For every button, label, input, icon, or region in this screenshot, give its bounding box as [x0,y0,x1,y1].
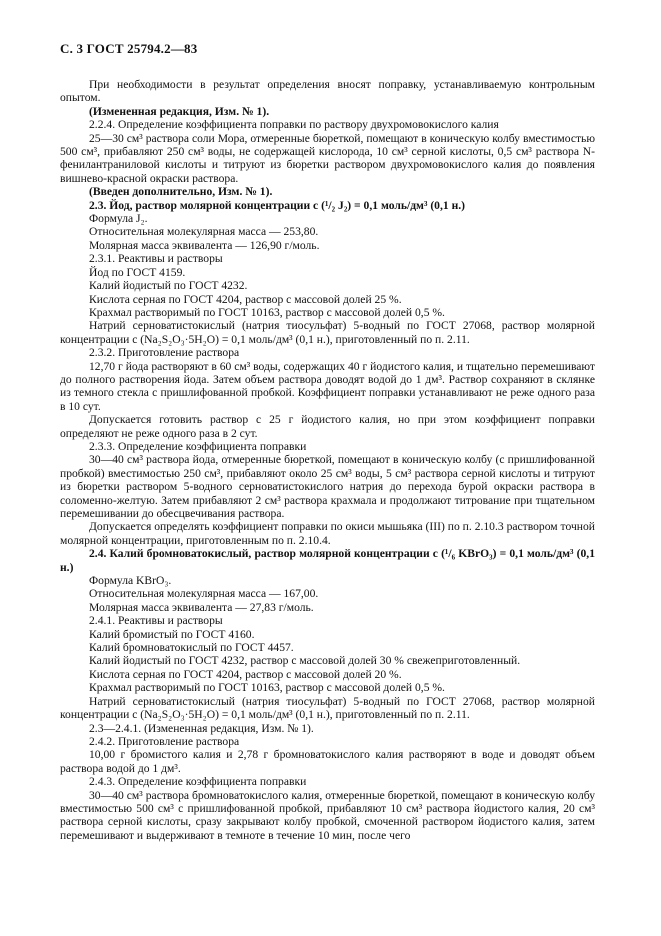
paragraph: Допускается определять коэффициент поправки по окиси мышьяка (III) по п. 2.10.3 раствором точной молярной концентрации, приготовленным по п. 2.10.4. [60,520,595,547]
paragraph: Калий йодистый по ГОСТ 4232. [89,279,248,293]
paragraph: Формула J₂. [89,212,148,226]
paragraph: 25—30 см³ раствора соли Мора, отмеренные бюреткой, помещают в коническую колбу вместимостью 500 см³, прибавляют 250 см³ воды, не содержащей кислорода, 10 см³ серной кислоты, 0,5 см³ раствора N-фенилантраниловой кислоты и титруют из бюретки раствором двухромовокислого калия до появления вишнево-красной окраски раствора. [60,131,595,185]
paragraph: Кислота серная по ГОСТ 4204, раствор с массовой долей 25 %. [89,292,402,306]
paragraph: Допускается готовить раствор с 25 г йодистого калия, но при этом коэффициент поправки определяют не реже одного раза в 2 сут. [60,413,595,440]
paragraph: 2.4.1. Реактивы и растворы [89,614,223,628]
paragraph: Относительная молекулярная масса — 167,00. [89,587,319,601]
paragraph: Крахмал растворимый по ГОСТ 10163, раствор с массовой долей 0,5 %. [89,681,445,695]
paragraph: Молярная масса эквивалента — 27,83 г/моль. [89,600,314,614]
paragraph: Молярная масса эквивалента — 126,90 г/моль. [89,238,320,252]
paragraph: 2.4.2. Приготовление раствора [89,734,240,748]
paragraph: При необходимости в результат определения вносят поправку, устанавливаемую контрольным опытом. [60,78,595,105]
paragraph: Калий бромноватокислый по ГОСТ 4457. [89,641,294,655]
paragraph: Формула KBrO₃. [89,574,172,588]
page-header: С. 3 ГОСТ 25794.2—83 [60,41,198,56]
paragraph: Натрий серноватистокислый (натрия тиосульфат) 5-водный по ГОСТ 27068, раствор молярной концентрации c (Na₂S₂O₃·5H₂O) = 0,1 моль/дм³ (0,1 н.), приготовленный по п. 2.11. [60,694,595,722]
paragraph: Калий йодистый по ГОСТ 4232, раствор с массовой долей 30 % свежеприготовленный. [89,654,521,668]
paragraph: Йод по ГОСТ 4159. [89,265,186,279]
bold-paragraph: 2.4. Калий бромноватокислый, раствор молярной концентрации c (¹/₆ KBrO₃) = 0,1 моль/дм³ (0,1 н.) [60,547,595,574]
paragraph: Крахмал растворимый по ГОСТ 10163, раствор с массовой долей 0,5 %. [89,305,445,319]
bold-paragraph: 2.3. Йод, раствор молярной концентрации c (¹/₂ J₂) = 0,1 моль/дм³ (0,1 н.) [89,198,466,212]
paragraph: 12,70 г йода растворяют в 60 см³ воды, содержащих 40 г йодистого калия, и тщательно перемешивают до полного растворения йода. Затем объем раствора доводят водой до 1 дм³. Раствор сохраняют в склянке из темного стекла с пришлифованной пробкой. Коэффициент поправки устанавливают не реже одного раза в 10 сут. [60,359,595,413]
paragraph: 2.3.1. Реактивы и растворы [89,252,223,266]
paragraph: 2.4.3. Определение коэффициента поправки [89,775,307,789]
paragraph: Калий бромистый по ГОСТ 4160. [89,627,255,641]
paragraph: Относительная молекулярная масса — 253,80. [89,225,319,239]
document-body [60,78,595,842]
paragraph: 2.3.3. Определение коэффициента поправки [89,439,307,453]
paragraph: Натрий серноватистокислый (натрия тиосульфат) 5-водный по ГОСТ 27068, раствор молярной концентрации c (Na₂S₂O₃·5H₂O) = 0,1 моль/дм³ (0,1 н.), приготовленный по п. 2.11. [60,319,595,346]
bold-paragraph: (Измененная редакция, Изм. № 1). [89,104,270,118]
paragraph: 2.3—2.4.1. (Измененная редакция, Изм. № 1). [89,721,314,735]
paragraph: 30—40 см³ раствора йода, отмеренные бюреткой, помещают в коническую колбу (с пришлифованной пробкой) вместимостью 250 см³, прибавляют около 25 см³ воды, 5 см³ раствора серной кислоты и титруют из бюретки раствором 5-водного серноватистокислого натрия до перехода бурой окраски раствора в соломенно-желтую. Затем прибавляют 2 см³ раствора крахмала и продолжают титрование при тщательном перемешивании до обесцвечивания раствора. [60,453,595,520]
paragraph: 30—40 см³ раствора бромноватокислого калия, отмеренные бюреткой, помещают в коническую колбу вместимостью 500 см³ с пришлифованной пробкой, прибавляют 10 см³ раствора йодистого калия, 20 см³ раствора серной кислоты, сразу закрывают колбу пробкой, смоченной раствором йодистого калия, затем перемешивают и выдерживают в темноте в течение 10 мин, после чего [60,788,595,842]
paragraph: 10,00 г бромистого калия и 2,78 г бромноватокислого калия растворяют в воде и доводят объем раствора водой до 1 дм³. [60,748,595,775]
paragraph: 2.3.2. Приготовление раствора [89,346,240,360]
paragraph: Кислота серная по ГОСТ 4204, раствор с массовой долей 20 %. [89,667,402,681]
paragraph: 2.2.4. Определение коэффициента поправки по раствору двухромовокислого калия [89,118,499,132]
bold-paragraph: (Введен дополнительно, Изм. № 1). [89,185,273,199]
